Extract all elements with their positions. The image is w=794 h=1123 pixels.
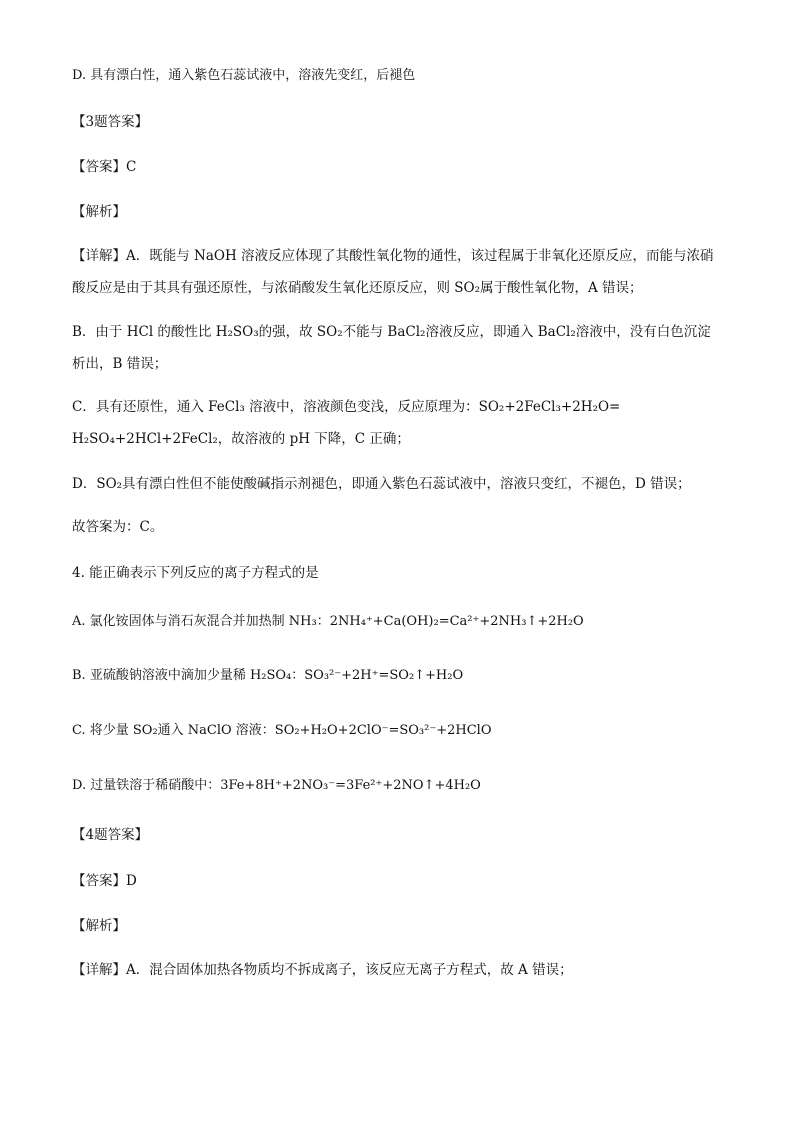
q4-answer-header: 【4题答案】 bbox=[72, 827, 149, 843]
q3-option-d: D. 具有漂白性，通入紫色石蕊试液中，溶液先变红，后褪色 bbox=[72, 68, 416, 83]
q3-analysis-header: 【解析】 bbox=[72, 204, 126, 220]
q4-option-c: C. 将少量 SO₂通入 NaClO 溶液：SO₂+H₂O+2ClO⁻=SO₃²⁻+2HClO bbox=[72, 723, 492, 738]
q3-answer-header: 【3题答案】 bbox=[72, 114, 149, 130]
q4-analysis-header: 【解析】 bbox=[72, 918, 126, 934]
q3-detail-d: D．SO₂具有漂白性但不能使酸碱指示剂褪色，即通入紫色石蕊试液中，溶液只变红，不褪色，D 错误； bbox=[72, 476, 691, 492]
q3-answer: 【答案】C bbox=[72, 159, 137, 175]
q4-option-b: B. 亚硫酸钠溶液中滴加少量稀 H₂SO₄：SO₃²⁻+2H⁺=SO₂↑+H₂O bbox=[72, 668, 464, 683]
q3-detail-b: B．由于 HCl 的酸性比 H₂SO₃的强，故 SO₂不能与 BaCl₂溶液反应，即通入 BaCl₂溶液中，没有白色沉淀析出，B 错误； bbox=[72, 324, 711, 372]
q3-detail-a: 【详解】A．既能与 NaOH 溶液反应体现了其酸性氧化物的通性，该过程属于非氧化还原反应，而能与浓硝酸反应是由于其具有强还原性，与浓硝酸发生氧化还原反应，则 SO₂属于酸性氧化物，A 错误； bbox=[72, 248, 714, 296]
q4-detail-a: 【详解】A．混合固体加热各物质均不拆成离子，该反应无离子方程式，故 A 错误； bbox=[72, 962, 573, 978]
q4-option-d: D. 过量铁溶于稀硝酸中：3Fe+8H⁺+2NO₃⁻=3Fe²⁺+2NO↑+4H₂O bbox=[72, 778, 481, 793]
q3-conclusion: 故答案为：C。 bbox=[72, 519, 164, 535]
q3-detail-c-line1: C．具有还原性，通入 FeCl₃ 溶液中，溶液颜色变浅，反应原理为：SO₂+2FeCl₃+2H₂O= bbox=[72, 399, 621, 415]
q3-detail-c-line2: H₂SO₄+2HCl+2FeCl₂，故溶液的 pH 下降，C 正确； bbox=[72, 431, 410, 447]
q4-stem: 4. 能正确表示下列反应的离子方程式的是 bbox=[72, 565, 319, 581]
q4-option-a: A. 氯化铵固体与消石灰混合并加热制 NH₃：2NH₄⁺+Ca(OH)₂=Ca²⁺+2NH₃↑+2H₂O bbox=[72, 614, 584, 629]
q4-answer: 【答案】D bbox=[72, 873, 137, 889]
